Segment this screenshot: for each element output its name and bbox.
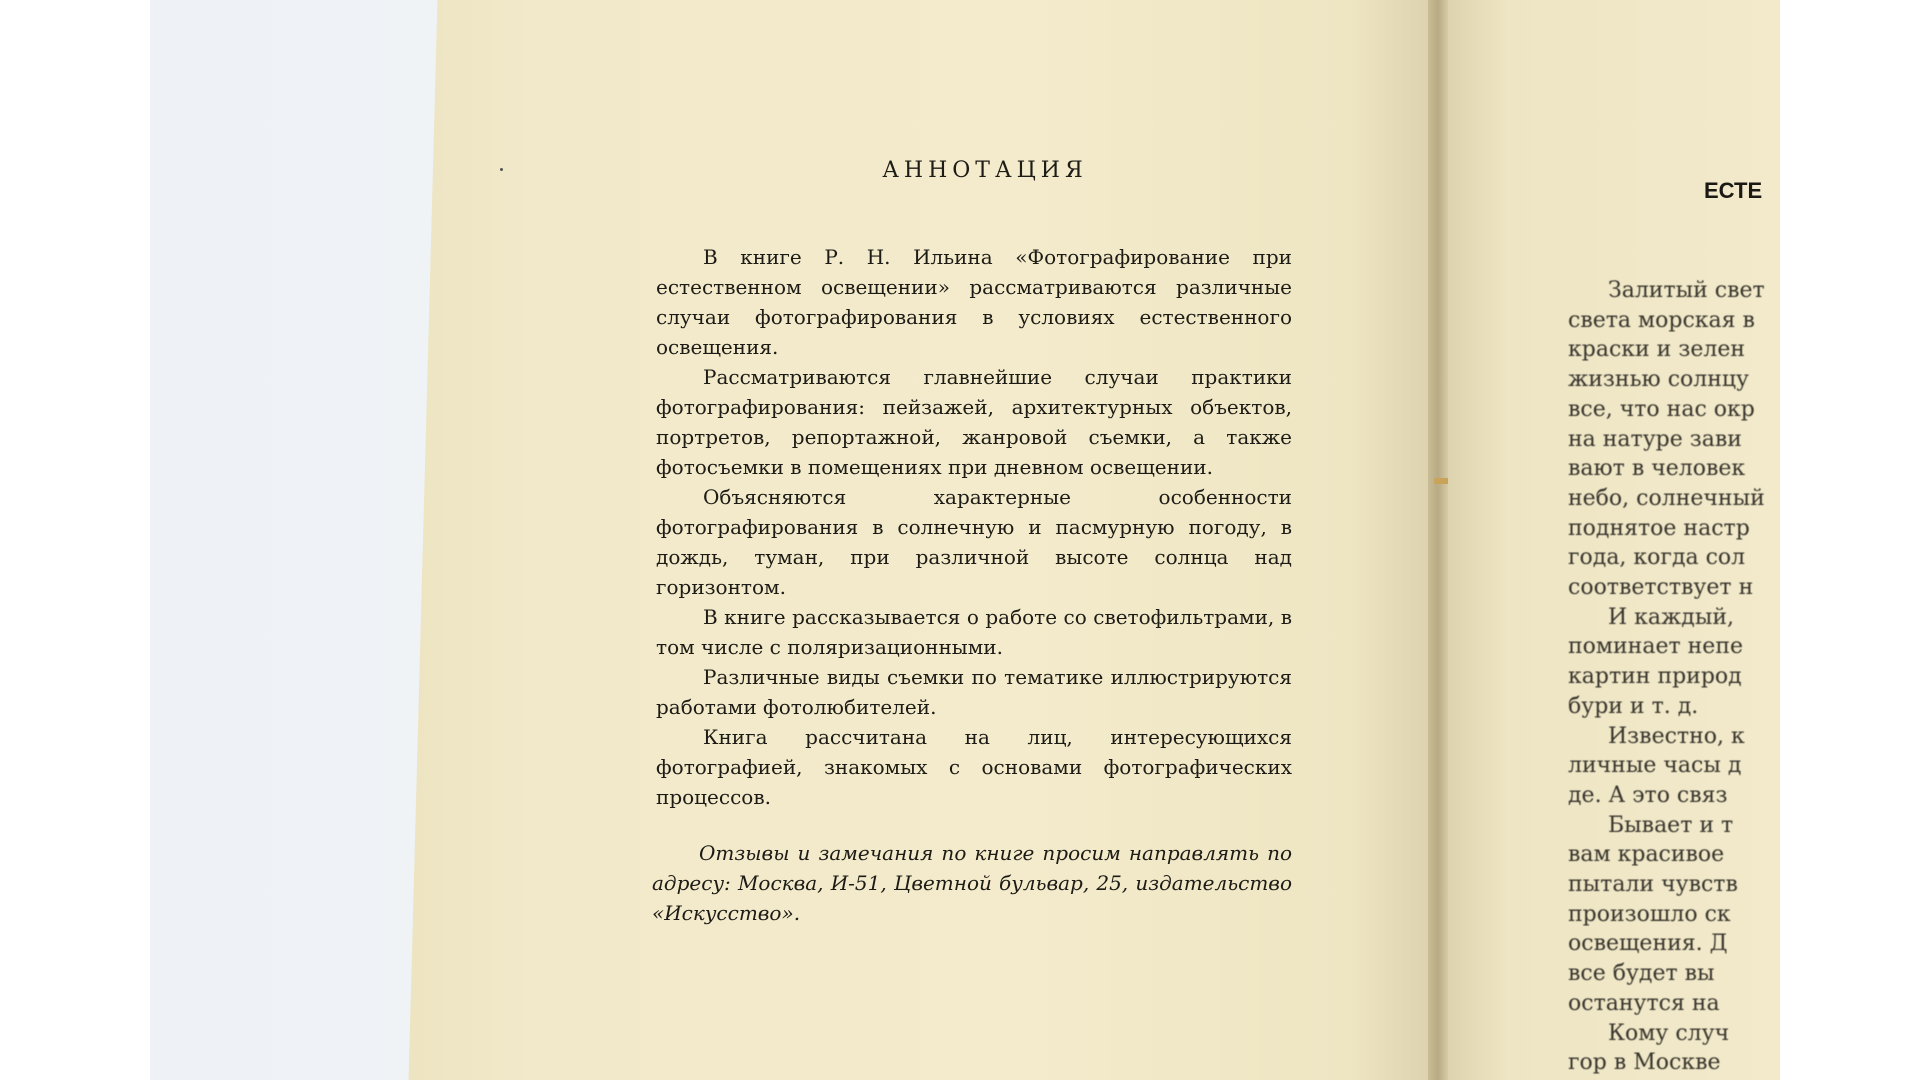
right-page-line: поднятое настр [1568,515,1750,541]
annotation-body [656,242,1292,812]
annotation-paragraph: В книге Р. Н. Ильина «Фотографирование при естественном освещении» рассматриваются различные случаи фотографирования в условиях естественного освещения. [656,245,1292,359]
right-page-line: бури и т. д. [1568,693,1699,719]
annotation-paragraph: Книга рассчитана на лиц, интересующихся фотографией, знакомых с основами фотографических процессов. [656,725,1292,809]
right-page-line: все, что нас окр [1568,396,1755,422]
right-page-line: Бывает и т [1608,812,1734,838]
right-page-line: пытали чувств [1568,872,1738,898]
right-page-line: все будет вы [1568,961,1715,987]
book-gutter [1428,0,1448,1080]
right-page-line: соответствует н [1568,575,1754,601]
right-page-line: года, когда сол [1568,545,1746,571]
annotation-heading: АННОТАЦИЯ [882,158,1088,183]
right-page-line: на натуре зави [1568,426,1742,452]
right-page-line: де. А это связ [1568,782,1728,808]
right-page-line: картин природ [1568,664,1742,690]
right-page-line: Залитый свет [1608,278,1765,303]
right-page-text [1568,276,1780,1078]
annotation-paragraph: Объясняются характерные особенности фотографирования в солнечную и пасмурную погоду, в дождь, туман, при различной высоте солнца над горизонтом. [656,485,1292,599]
feedback-note [652,838,1292,928]
annotation-paragraph: Рассматриваются главнейшие случаи практики фотографирования: пейзажей, архитектурных объектов, портретов, репортажной, жанровой съемки, а также фотосъемки в помещениях при дневном освещении. [656,365,1292,479]
right-page-line: И каждый, [1608,604,1734,630]
annotation-paragraph: Различные виды съемки по тематике иллюстрируются работами фотолюбителей. [656,665,1292,719]
right-page-line: освещения. Д [1568,931,1728,957]
right-page-line: поминает непе [1568,634,1744,660]
right-page-line: останутся на [1568,990,1720,1016]
right-book-page [1448,0,1780,1080]
feedback-note-text: Отзывы и замечания по книге просим направлять по адресу: Москва, И-51, Цветной бульвар, 25, издательство «Искусство». [652,841,1292,925]
right-page-line: Известно, к [1608,723,1745,749]
right-page-line: краски и зелен [1568,337,1746,363]
right-page-heading: ЕСТЕ [1704,178,1763,203]
page-speck [500,168,503,171]
right-page-line: вают в человек [1568,456,1746,482]
right-page-line: личные часы д [1568,753,1742,779]
right-page-line: жизнью солнцу [1568,367,1749,393]
right-page-line: Кому случ [1608,1020,1730,1046]
right-page-line: вам красивое [1568,842,1725,868]
right-page-line: произошло ск [1568,901,1731,927]
annotation-paragraph: В книге рассказывается о работе со светофильтрами, в том числе с поляризационными. [656,605,1292,659]
right-page-line: небо, солнечный [1568,485,1765,511]
right-page-line: света морская в [1568,307,1755,333]
right-page-line: гор в Москве [1568,1050,1721,1076]
